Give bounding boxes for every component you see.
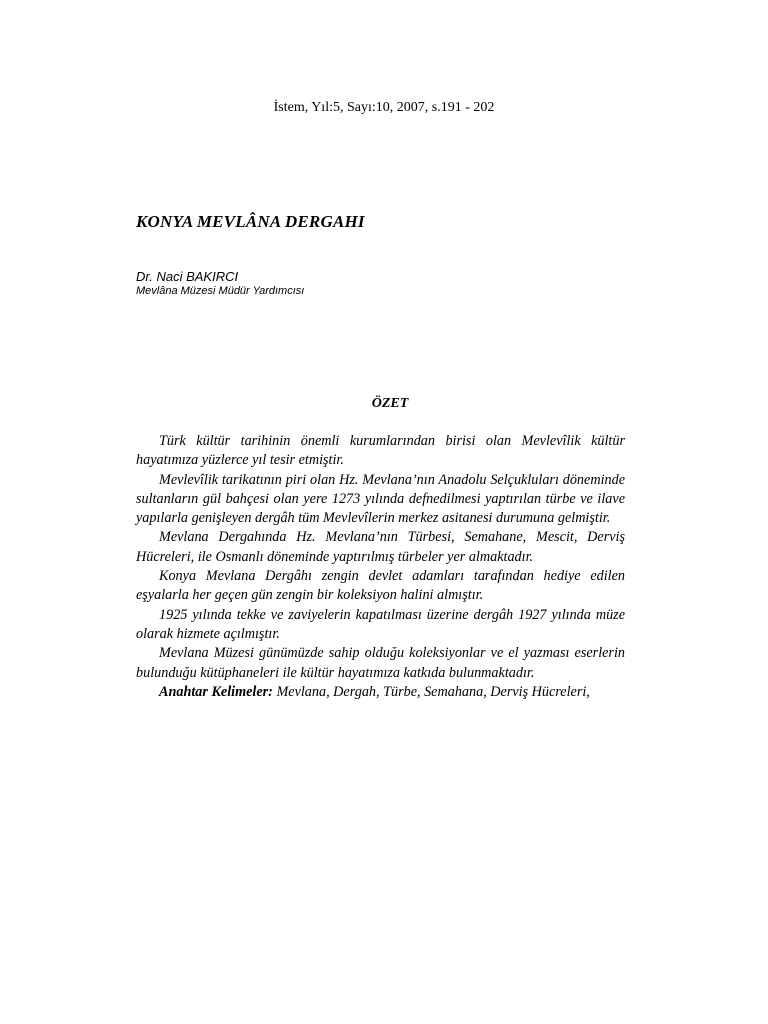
abstract-paragraph: 1925 yılında tekke ve zaviyelerin kapatılması üzerine dergâh 1927 yılında müze olarak hizmete açılmıştır. xyxy=(136,606,625,642)
abstract-paragraph: Mevlana Dergahında Hz. Mevlana’nın Türbesi, Semahane, Mescit, Derviş Hücreleri, ile Osmanlı döneminde yaptırılmış türbeler yer almaktadır. xyxy=(136,529,625,565)
keywords-list: Mevlana, Dergah, Türbe, Semahana, Derviş Hücreleri, xyxy=(276,683,590,700)
abstract-paragraph: Mevlana Müzesi günümüzde sahip olduğu koleksiyonlar ve el yazması eserlerin bulunduğu kütüphaneleri ile kültür hayatımıza katkıda bulunmaktadır. xyxy=(136,645,625,681)
abstract-body xyxy=(136,432,625,702)
keywords-label: Anahtar Kelimeler: xyxy=(159,683,273,700)
author-affiliation: Mevlâna Müzesi Müdür Yardımcısı xyxy=(136,285,305,297)
abstract-paragraph: Türk kültür tarihinin önemli kurumlarından birisi olan Mevlevîlik kültür hayatımıza yüzlerce yıl tesir etmiştir. xyxy=(136,433,625,469)
abstract-paragraph: Konya Mevlana Dergâhı zengin devlet adamları tarafından hediye edilen eşyalarla her geçen gün zengin bir koleksiyon halini almıştır. xyxy=(136,568,625,604)
abstract-heading: ÖZET xyxy=(371,396,409,411)
author-name: Dr. Naci BAKIRCI xyxy=(136,269,239,284)
article-title: KONYA MEVLÂNA DERGAHI xyxy=(136,212,365,231)
abstract-paragraph: Mevlevîlik tarikatının piri olan Hz. Mevlana’nın Anadolu Selçukluları döneminde sultanların gül bahçesi olan yere 1273 yılında defnedilmesi yaptırılan türbe ve ilave yapılarla genişleyen dergâh tüm Mevlevîlerin merkez asitanesi durumuna gelmiştir. xyxy=(136,471,625,527)
keywords-paragraph xyxy=(136,683,625,702)
journal-citation: İstem, Yıl:5, Sayı:10, 2007, s.191 - 202 xyxy=(273,100,495,115)
